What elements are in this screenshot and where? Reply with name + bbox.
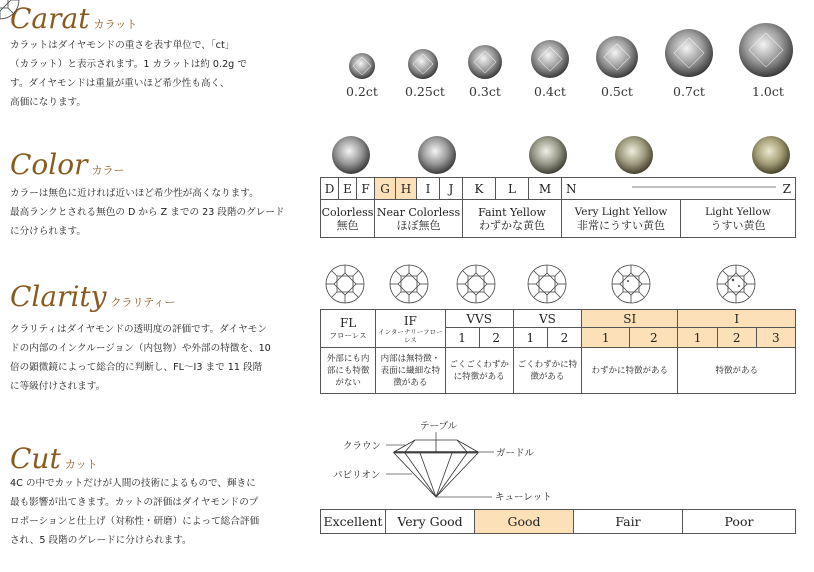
carat-title: Carat カラット: [10, 2, 138, 35]
cut-grade-cell: Good: [475, 510, 574, 534]
cut-grade-cell: Very Good: [386, 510, 475, 534]
color-grade-cell: I: [417, 178, 440, 200]
clarity-feature-cell: ごくごくわずかに特徴がある: [445, 348, 513, 394]
carat-label: 0.4ct: [534, 84, 566, 99]
clarity-sub-cell: 2: [630, 328, 678, 348]
clarity-grade-cell: FL フローレス: [321, 310, 376, 348]
carat-diamond-icon: [596, 36, 638, 78]
color-description: カラーは無色に近ければ近いほど希少性が高くなります。 最高ランクとされる無色の D から Z までの 23 段階のグレード に分けられます。: [10, 188, 285, 237]
color-grade-cell: J: [440, 178, 463, 200]
cut-grade-cell: Poor: [683, 510, 796, 534]
clarity-grade-cell: VS: [513, 310, 581, 328]
color-grade-cell: H: [396, 178, 417, 200]
cut-grade-table: [320, 509, 796, 534]
clarity-sub-cell: 1: [678, 328, 717, 348]
clarity-feature-cell: 外部にも内部にも特徴がない: [321, 348, 376, 394]
clarity-diamond-icon: [0, 0, 19, 19]
clarity-sub-cell: 1: [445, 328, 479, 348]
cut-title: Cut カット: [10, 442, 98, 475]
clarity-sub-cell: 2: [547, 328, 581, 348]
cut-grade-cell: Excellent: [321, 510, 386, 534]
clarity-feature-cell: 内部は無特徴・表面に繊細な特徴がある: [376, 348, 445, 394]
carat-description: カラットはダイヤモンドの重さを表す単位で、「ct」 （カラット）と表示されます。1 カラットは約 0.2g で す。ダイヤモンドは重量が重いほど希少性も高く、 高価になります。: [10, 40, 247, 108]
color-grade-cell: M: [529, 178, 562, 200]
carat-label: 0.7ct: [673, 84, 705, 99]
clarity-title: Clarity クラリティー: [10, 280, 176, 313]
clarity-description: クラリティはダイヤモンドの透明度の評価です。ダイヤモン ドの内部のインクルージョン（内包物）や外部の特徴を、10 倍の顕微鏡によって総合的に判断し、FL〜I3 まで 11 段階 に等級付けされます。: [10, 324, 271, 392]
clarity-feature-cell: 特徴がある: [678, 348, 796, 394]
clarity-sub-cell: 2: [479, 328, 513, 348]
carat-label: 0.3ct: [469, 84, 501, 99]
color-grade-range: N Z: [562, 178, 796, 200]
color-group-cell: Light Yellow うすい黄色: [681, 200, 796, 238]
carat-title-jp: カラット: [93, 18, 138, 31]
color-diamond-icon: [332, 136, 370, 174]
cut-label-table: テーブル: [420, 421, 458, 432]
color-group-cell: Very Light Yellow 非常にうすい黄色: [562, 200, 681, 238]
clarity-grade-table: [320, 309, 796, 394]
color-grade-cell: L: [496, 178, 529, 200]
color-diamond-icon: [529, 136, 567, 174]
clarity-grade-cell: I: [678, 310, 796, 328]
color-group-cell: Faint Yellow わずかな黄色: [463, 200, 562, 238]
cut-grade-cell: Fair: [574, 510, 683, 534]
color-group-cell: Colorless 無色: [321, 200, 375, 238]
clarity-feature-cell: わずかに特徴がある: [582, 348, 678, 394]
carat-label: 1.0ct: [752, 84, 784, 99]
clarity-grade-cell: VVS: [445, 310, 513, 328]
carat-label: 0.25ct: [405, 84, 445, 99]
color-diamond-icon: [752, 136, 790, 174]
clarity-grade-cell: IF インターナリーフローレス: [376, 310, 445, 348]
clarity-sub-cell: 2: [717, 328, 756, 348]
color-grade-cell: G: [375, 178, 396, 200]
clarity-grade-cell: SI: [582, 310, 678, 328]
color-grade-cell: F: [357, 178, 375, 200]
color-group-cell: Near Colorless ほぼ無色: [375, 200, 463, 238]
carat-diamond-icon: [739, 23, 793, 77]
color-title-jp: カラー: [91, 164, 125, 177]
color-diamond-icon: [615, 136, 653, 174]
cut-title-jp: カット: [64, 458, 98, 471]
carat-diamond-icon: [665, 29, 713, 77]
cut-diamond-diagram: [386, 432, 494, 497]
carat-diamond-icon: [349, 53, 375, 79]
color-grade-cell: K: [463, 178, 496, 200]
color-grade-table: [320, 177, 796, 238]
color-grade-cell: E: [339, 178, 357, 200]
clarity-sub-cell: 1: [582, 328, 630, 348]
cut-description: 4C の中でカットだけが人間の技術によるもので、輝きに 最も影響が出てきます。カットの評価はダイヤモンドのプ ロポーションと仕上げ（対称性・研磨）によって総合評価 され、5 段階のグレードに分けられます。: [10, 478, 260, 546]
carat-label: 0.2ct: [346, 84, 378, 99]
carat-diamond-icon: [468, 45, 502, 79]
color-diamond-icon: [418, 136, 456, 174]
cut-label-pavilion: パビリオン: [333, 470, 381, 481]
color-title: Color カラー: [10, 148, 125, 181]
clarity-title-jp: クラリティー: [110, 296, 176, 309]
clarity-feature-cell: ごくわずかに特徴がある: [513, 348, 581, 394]
carat-diamond-icon: [408, 49, 438, 79]
carat-label: 0.5ct: [601, 84, 633, 99]
clarity-sub-cell: 1: [513, 328, 547, 348]
cut-label-girdle: ガードル: [496, 448, 535, 459]
cut-label-culet: キューレット: [495, 492, 552, 503]
color-grade-cell: D: [321, 178, 339, 200]
clarity-sub-cell: 3: [756, 328, 795, 348]
cut-label-crown: クラウン: [343, 441, 382, 452]
carat-diamond-icon: [531, 40, 569, 78]
